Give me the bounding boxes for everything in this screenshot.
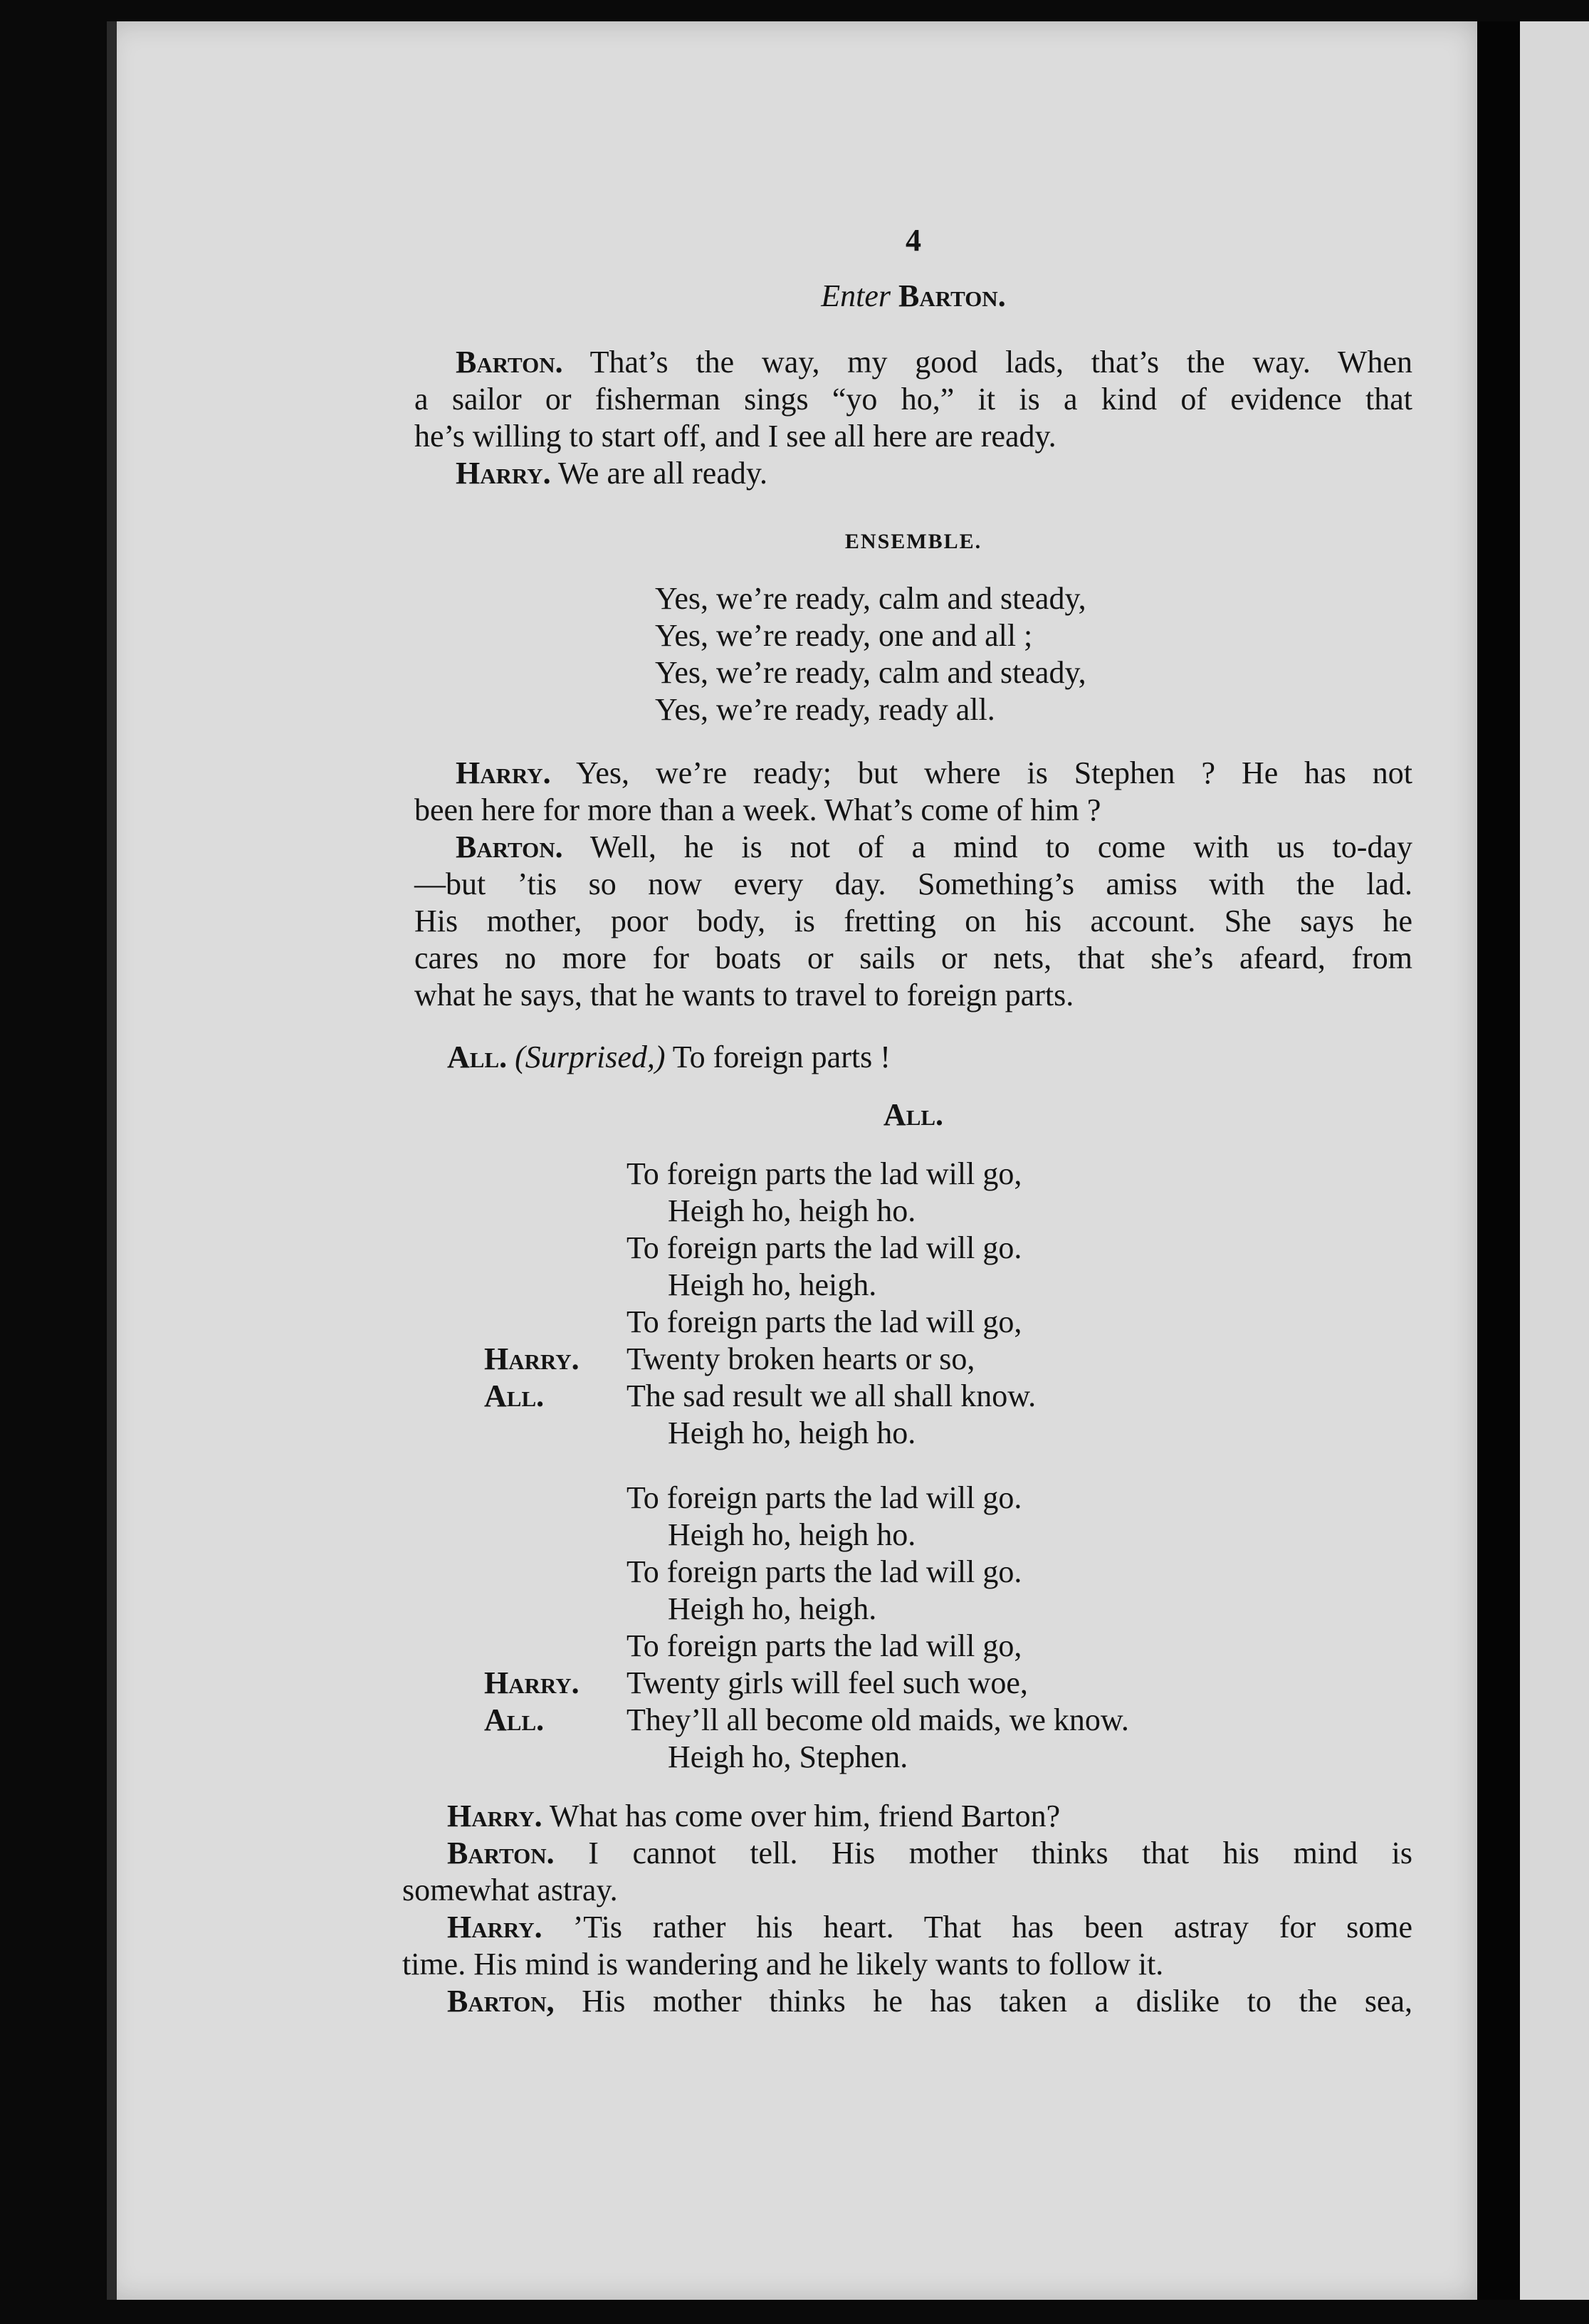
stage-direction-entry xyxy=(414,278,1412,315)
verse-line: Heigh ho, heigh ho. xyxy=(668,1415,916,1450)
speaker-name: All. xyxy=(447,1040,508,1074)
speech-line xyxy=(456,829,1412,866)
speech-line xyxy=(456,455,1412,492)
verse-line: To foreign parts the lad will go. xyxy=(626,1554,1022,1589)
speech-text: ’Tis rather his heart. That has been astray for some xyxy=(572,1910,1412,1944)
speech-line: he’s willing to start off, and I see all here are ready. xyxy=(414,419,1056,454)
speaker-name: Barton. xyxy=(456,829,563,864)
verse-line: They’ll all become old maids, we know. xyxy=(626,1702,1129,1737)
speaker-name: Harry. xyxy=(447,1799,542,1833)
stage-direction-text: (Surprised,) xyxy=(515,1040,666,1074)
verse-line: The sad result we all shall know. xyxy=(626,1378,1037,1413)
speech-line xyxy=(456,755,1412,792)
verse-line: To foreign parts the lad will go. xyxy=(626,1230,1022,1265)
speech-line: somewhat astray. xyxy=(402,1873,618,1907)
verse-line: Heigh ho, heigh ho. xyxy=(668,1517,916,1552)
speech-line: cares no more for boats or sails or nets, that she’s afeard, from xyxy=(414,941,1412,975)
song-heading: ENSEMBLE. xyxy=(844,530,982,553)
speech-text: To foreign parts ! xyxy=(672,1040,891,1074)
speech-text: What has come over him, friend Barton? xyxy=(549,1799,1061,1833)
speech-text: Yes, we’re ready; but where is Stephen ? He has not xyxy=(576,755,1412,790)
facing-page-edge xyxy=(1520,21,1589,2300)
speaker-name: Harry. xyxy=(484,1341,580,1376)
speech-text: That’s the way, my good lads, that’s the way. When xyxy=(589,345,1412,380)
page-number: 4 xyxy=(906,223,921,258)
speaker-name: Harry. xyxy=(456,755,551,790)
verse-line: To foreign parts the lad will go, xyxy=(626,1156,1022,1191)
speaker-name: Barton. xyxy=(447,1836,555,1870)
speech-text: Well, he is not of a mind to come with us to-day xyxy=(589,829,1412,864)
verse-line: Heigh ho, heigh. xyxy=(668,1267,877,1302)
verse-line: Heigh ho, Stephen. xyxy=(668,1739,908,1774)
speech-line: what he says, that he wants to travel to foreign parts. xyxy=(414,978,1074,1012)
speech-line: a sailor or fisherman sings “yo ho,” it is a kind of evidence that xyxy=(414,382,1412,417)
speech-line xyxy=(447,1798,1412,1835)
verse-line: To foreign parts the lad will go, xyxy=(626,1628,1022,1663)
speech-text: We are all ready. xyxy=(557,456,767,491)
speech-line xyxy=(447,1835,1412,1872)
speech-line: His mother, poor body, is fretting on his account. She says he xyxy=(414,904,1412,938)
verse-line: Yes, we’re ready, ready all. xyxy=(655,692,995,727)
speaker-name: All. xyxy=(484,1702,545,1737)
speech-line: been here for more than a week. What’s come of him ? xyxy=(414,792,1101,827)
verse-line: Yes, we’re ready, calm and steady, xyxy=(655,655,1086,690)
speech-text: His mother thinks he has taken a dislike to the sea, xyxy=(582,1984,1412,2019)
verse-line: Twenty girls will feel such woe, xyxy=(626,1665,1028,1700)
speaker-name: All. xyxy=(484,1378,545,1413)
speaker-name: Barton, xyxy=(447,1984,555,2019)
verse-line: To foreign parts the lad will go. xyxy=(626,1480,1022,1515)
speech-line: —but ’tis so now every day. Something’s amiss with the lad. xyxy=(414,867,1412,901)
speech-line xyxy=(447,1039,1412,1076)
speech-line xyxy=(447,1983,1412,2020)
verse-line: Twenty broken hearts or so, xyxy=(626,1341,975,1376)
speaker-name: Harry. xyxy=(484,1665,580,1700)
speaker-name: Harry. xyxy=(456,456,551,491)
speech-line xyxy=(447,1909,1412,1946)
stage-direction-text: Enter xyxy=(821,278,891,313)
page-gutter xyxy=(1477,21,1520,2300)
speech-line xyxy=(456,344,1412,381)
song-heading: All. xyxy=(883,1097,944,1132)
speaker-name: Barton. xyxy=(456,345,563,380)
page-binding-edge xyxy=(107,21,117,2300)
character-name: Barton. xyxy=(898,278,1006,313)
verse-line: Yes, we’re ready, calm and steady, xyxy=(655,581,1086,616)
speech-text: I cannot tell. His mother thinks that his mind is xyxy=(588,1836,1412,1870)
verse-line: Heigh ho, heigh. xyxy=(668,1591,877,1626)
verse-line: Yes, we’re ready, one and all ; xyxy=(655,618,1033,653)
speaker-name: Harry. xyxy=(447,1910,542,1944)
speech-line: time. His mind is wandering and he likely wants to follow it. xyxy=(402,1947,1164,1982)
verse-line: To foreign parts the lad will go, xyxy=(626,1304,1022,1339)
verse-line: Heigh ho, heigh ho. xyxy=(668,1193,916,1228)
